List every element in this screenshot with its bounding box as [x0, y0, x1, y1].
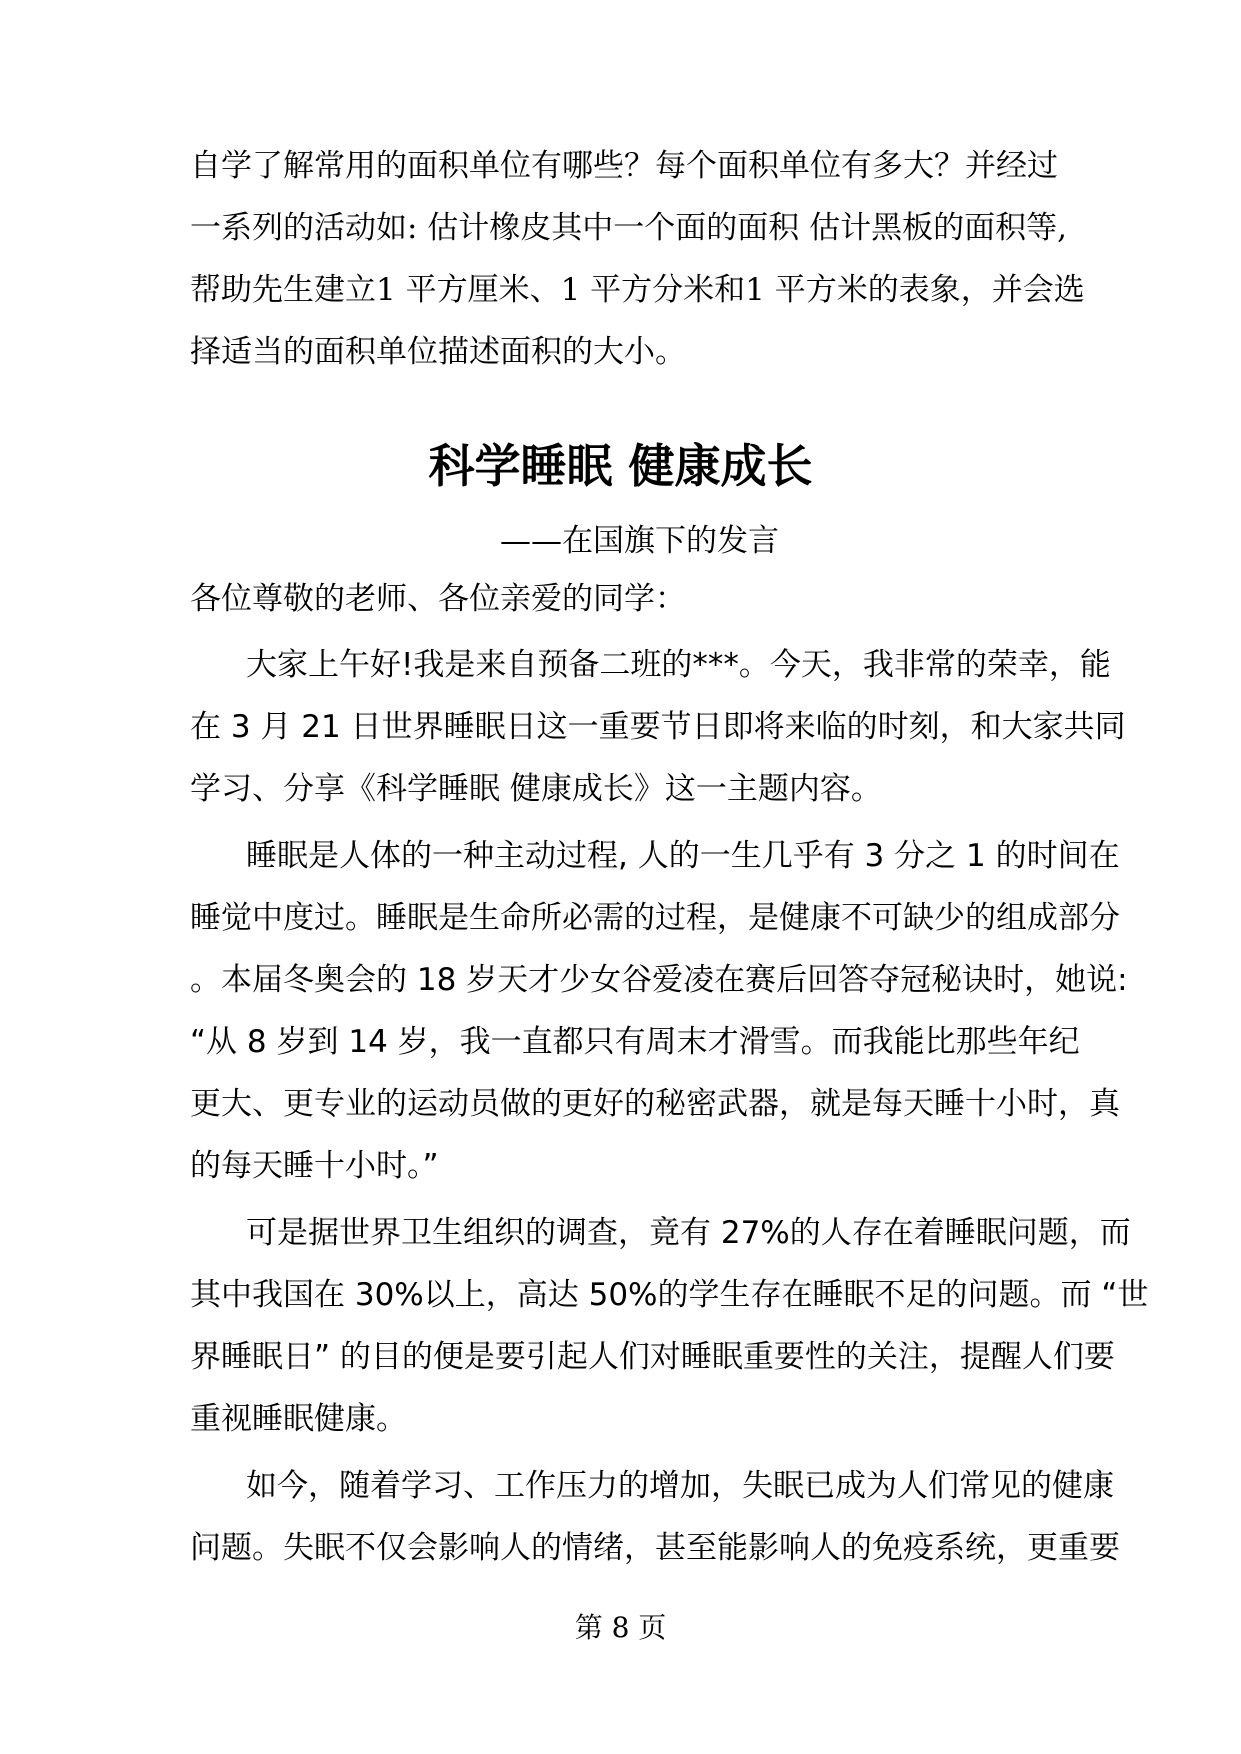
intro-line: 一系列的活动如: 估计橡皮其中一个面的面积 估计黑板的面积等, — [190, 210, 1068, 246]
paragraph-line: 其中我国在 30%以上，高达 50%的学生存在睡眠不足的问题。而 “世 — [190, 1277, 1149, 1313]
paragraph-line: 大家上午好!我是来自预备二班的***。今天，我非常的荣幸，能 — [246, 647, 1111, 683]
intro-line: 自学了解常用的面积单位有哪些？每个面积单位有多大？并经过 — [190, 148, 1058, 184]
paragraph-line: 可是据世界卫生组织的调查，竟有 27%的人存在着睡眠问题，而 — [246, 1215, 1131, 1251]
intro-line: 帮助先生建立1 平方厘米、1 平方分米和1 平方米的表象，并会选 — [190, 272, 1085, 308]
paragraph-line: 的每天睡十小时。” — [190, 1148, 439, 1184]
paragraph-line: 界睡眠日” 的目的便是要引起人们对睡眠重要性的关注，提醒人们要 — [190, 1339, 1115, 1375]
paragraph-line: 问题。失眠不仅会影响人的情绪，甚至能影响人的免疫系统，更重要 — [190, 1530, 1120, 1566]
paragraph-line: 在 3 月 21 日世界睡眠日这一重要节日即将来临的时刻，和大家共同 — [190, 709, 1126, 745]
paragraph-line: 如今，随着学习、工作压力的增加，失眠已成为人们常见的健康 — [246, 1468, 1114, 1504]
paragraph-line: 更大、更专业的运动员做的更好的秘密武器，就是每天睡十小时，真 — [190, 1086, 1120, 1122]
page-number: 第 8 页 — [574, 1611, 667, 1644]
article-title: 科学睡眠 健康成长 — [428, 439, 813, 493]
paragraph-line: “从 8 岁到 14 岁，我一直都只有周末才滑雪。而我能比那些年纪 — [190, 1024, 1080, 1060]
article-subtitle: ——在国旗下的发言 — [500, 523, 779, 559]
intro-line: 择适当的面积单位描述面积的大小。 — [190, 334, 686, 370]
paragraph-line: 学习、分享《科学睡眠 健康成长》这一主题内容。 — [190, 771, 882, 807]
paragraph-line: 睡觉中度过。睡眠是生命所必需的过程，是健康不可缺少的组成部分 — [190, 900, 1120, 936]
salutation: 各位尊敬的老师、各位亲爱的同学： — [190, 581, 686, 617]
paragraph-line: 睡眠是人体的一种主动过程, 人的一生几乎有 3 分之 1 的时间在 — [246, 838, 1120, 874]
paragraph-line: 。本届冬奥会的 18 岁天才少女谷爱凌在赛后回答夺冠秘诀时，她说: — [190, 962, 1128, 998]
paragraph-line: 重视睡眠健康。 — [190, 1401, 407, 1437]
